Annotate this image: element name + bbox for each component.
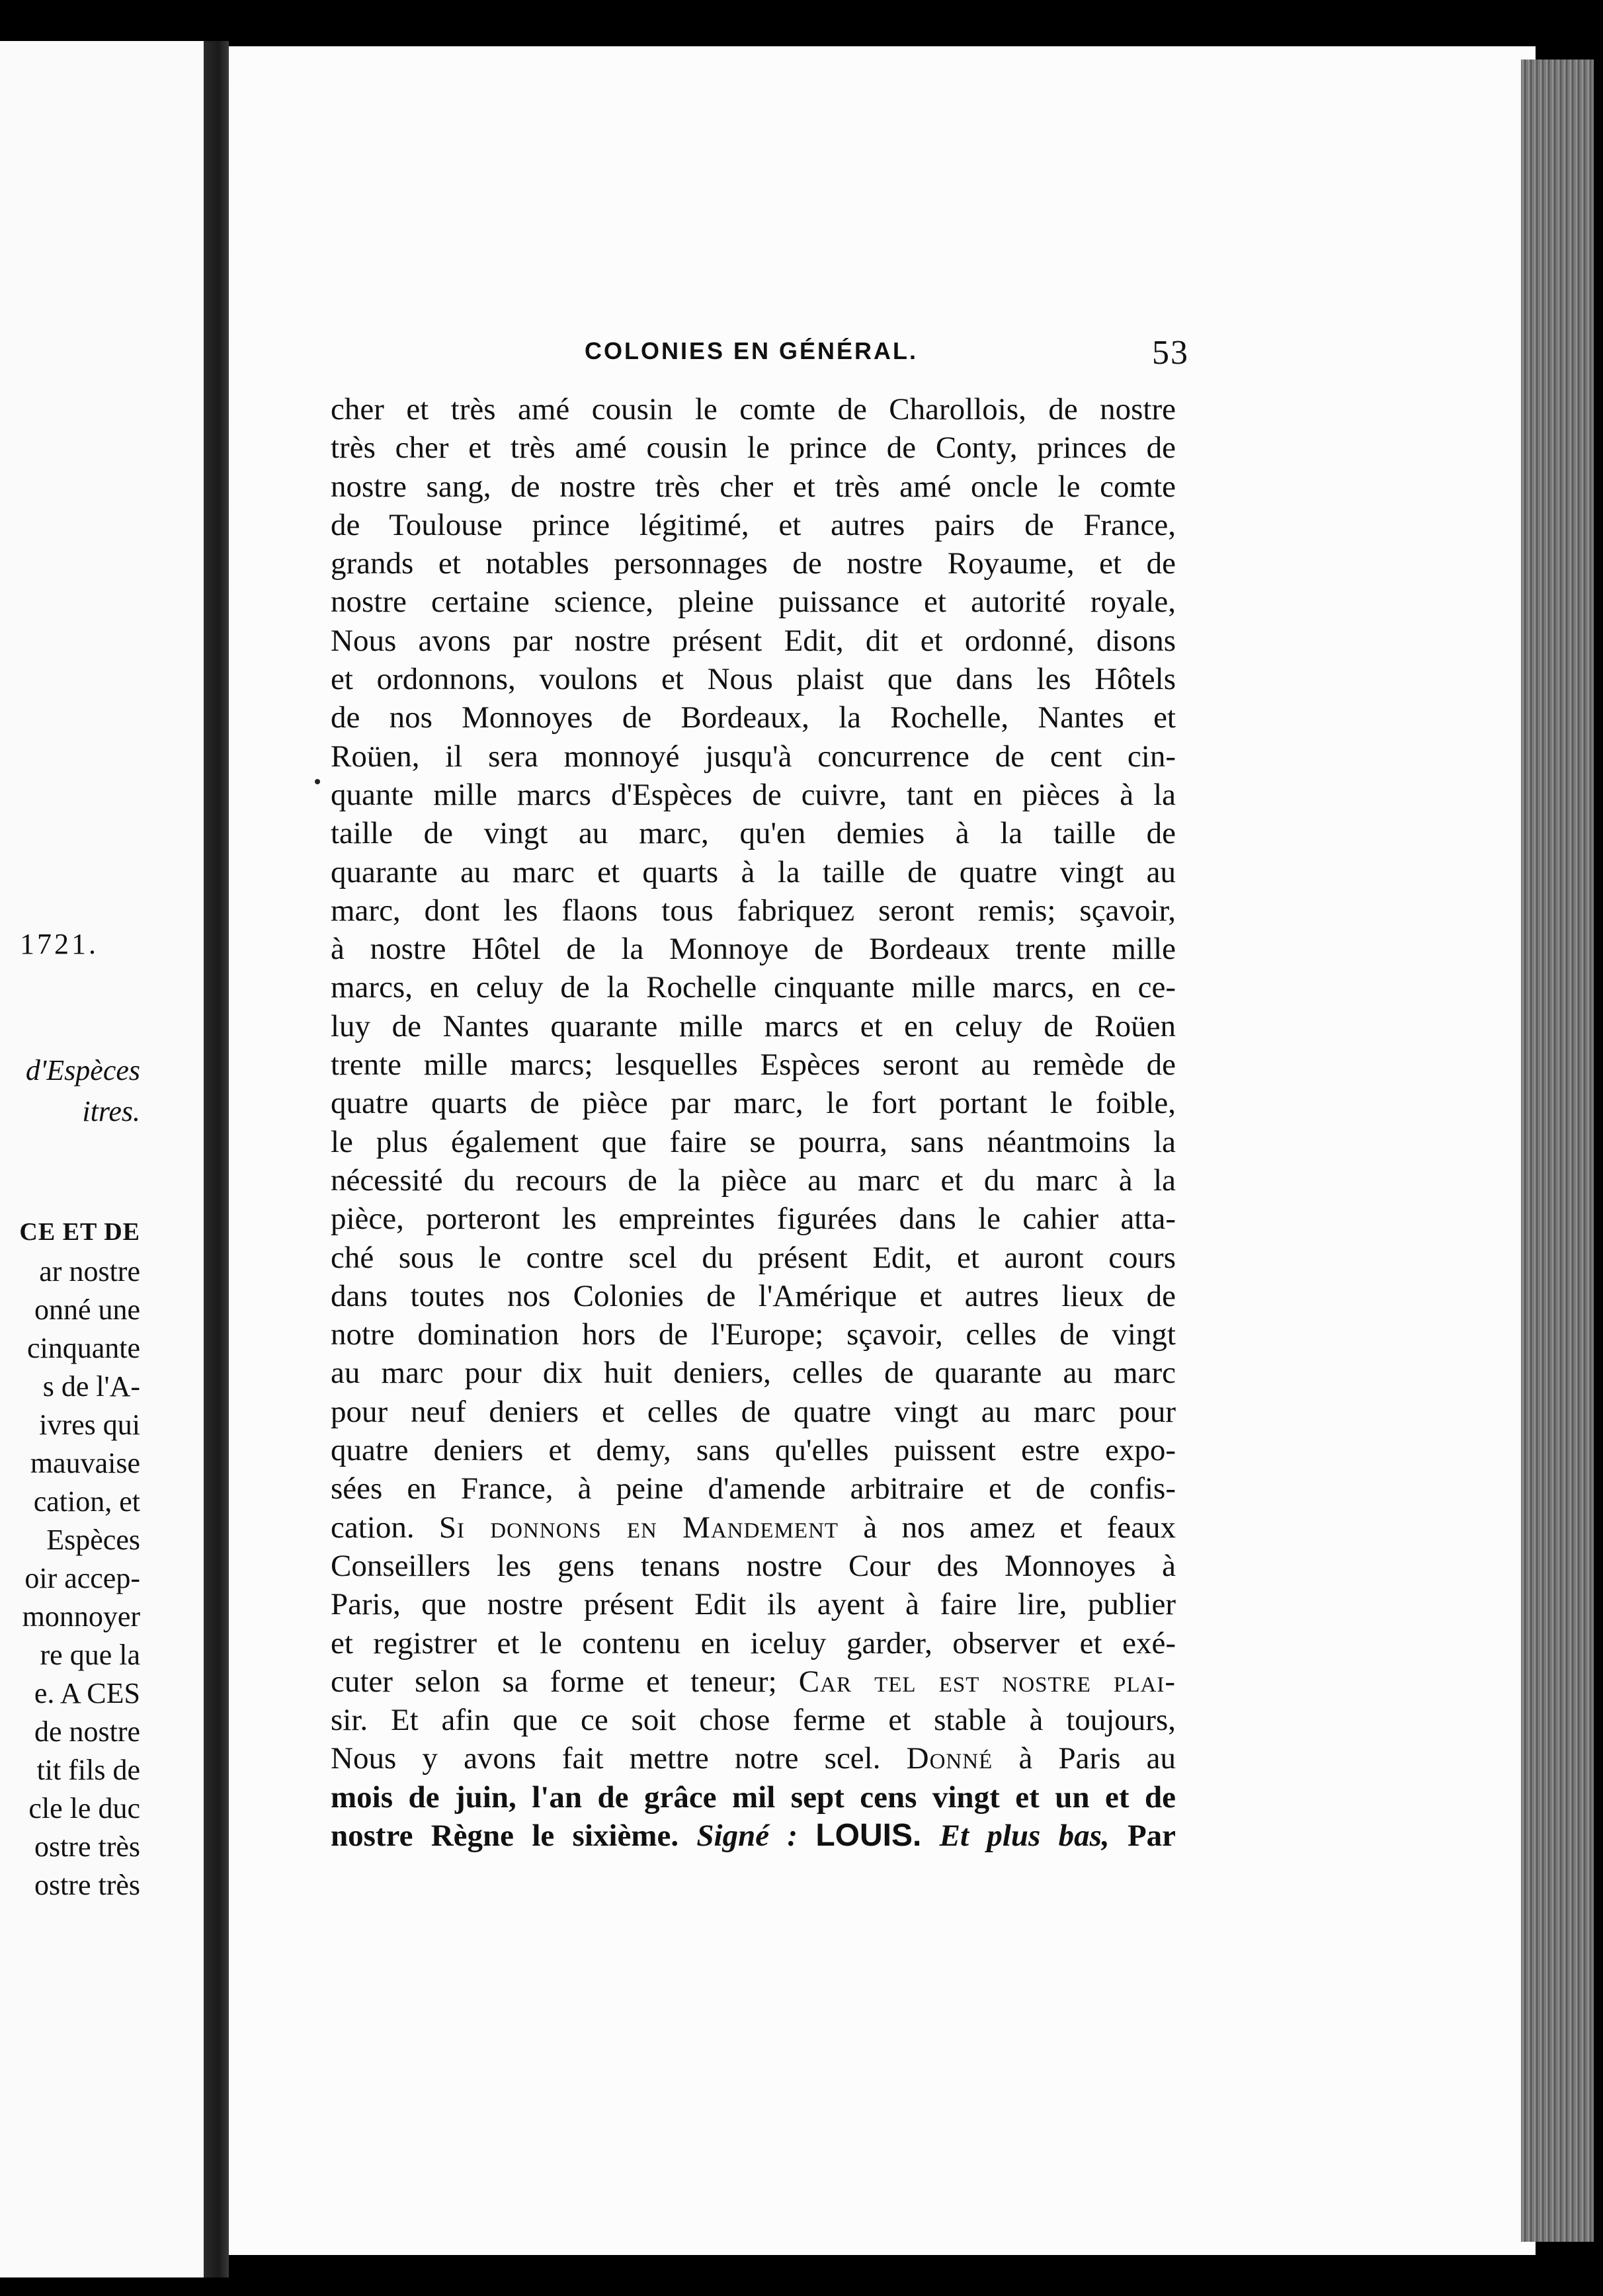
body-text-run: cuter selon sa forme et teneur;: [331, 1664, 777, 1699]
body-line: et ordonnons, voulons et Nous plaist que dans les Hôtels: [331, 662, 1176, 697]
left-page-year: 1721.: [20, 928, 99, 960]
left-text-line: ostre très: [34, 1869, 140, 1901]
signature-name: LOUIS.: [815, 1817, 922, 1853]
body-line: nostre sang, de nostre très cher et très amé oncle le comte: [331, 469, 1176, 504]
body-line: nostre certaine science, pleine puissance et autorité royale,: [331, 585, 1176, 620]
body-line: ché sous le contre scel du présent Edit, et auront cours: [331, 1240, 1176, 1275]
page-edge-stack: [1521, 60, 1594, 2242]
body-line: cher et très amé cousin le comte de Charollois, de nostre: [331, 392, 1176, 427]
body-line: marcs, en celuy de la Rochelle cinquante mille marcs, en ce-: [331, 970, 1176, 1005]
body-line: de nos Monnoyes de Bordeaux, la Rochelle, Nantes et: [331, 700, 1176, 735]
body-line: sir. Et afin que ce soit chose ferme et stable à toujours,: [331, 1703, 1176, 1738]
body-line: pièce, porteront les empreintes figurées dans le cahier atta-: [331, 1202, 1176, 1237]
body-line: nécessité du recours de la pièce au marc et du marc à la: [331, 1163, 1176, 1198]
body-text: [331, 390, 1176, 1855]
left-text-line: ostre très: [34, 1830, 140, 1863]
body-line: sées en France, à peine d'amende arbitraire et de confis-: [331, 1471, 1176, 1506]
left-text-line: monnoyer: [22, 1600, 140, 1633]
body-line: taille de vingt au marc, qu'en demies à la taille de: [331, 816, 1176, 851]
body-line: notre domination hors de l'Europe; sçavoir, celles de vingt: [331, 1317, 1176, 1352]
body-line: au marc pour dix huit deniers, celles de quarante au marc: [331, 1356, 1176, 1391]
left-italic-line: d'Espèces: [25, 1054, 140, 1086]
book-gutter: [204, 41, 229, 2277]
body-line: quatre deniers et demy, sans qu'elles puissent estre expo-: [331, 1433, 1176, 1468]
small-caps-phrase: Donné: [906, 1741, 993, 1776]
body-line: trente mille marcs; lesquelles Espèces seront au remède de: [331, 1047, 1176, 1083]
body-text-run: nostre Règne le sixième.: [331, 1818, 679, 1853]
page-number: 53: [1152, 334, 1189, 372]
body-text-run: cation.: [331, 1510, 415, 1545]
body-line: Paris, que nostre présent Edit ils ayent à faire lire, publier: [331, 1587, 1176, 1622]
body-text-run: à Paris au: [1018, 1741, 1176, 1776]
stray-ink-mark: [315, 779, 320, 784]
body-line: dans toutes nos Colonies de l'Amérique et autres lieux de: [331, 1278, 1176, 1313]
running-head: [331, 276, 1521, 372]
body-line: luy de Nantes quarante mille marcs et en celuy de Roüen: [331, 1008, 1176, 1044]
left-text-line: Espèces: [46, 1524, 140, 1556]
small-caps-phrase: Si donnons en Mandement: [438, 1510, 839, 1545]
left-text-line: ivres qui: [39, 1409, 140, 1441]
body-text-run: Nous y avons fait mettre notre scel.: [331, 1741, 881, 1776]
left-text-line: s de l'A-: [42, 1370, 140, 1403]
left-italic-line: itres.: [82, 1095, 140, 1128]
left-text-line: CE ET DE: [19, 1218, 140, 1246]
left-text-line: tit fils de: [36, 1754, 140, 1786]
body-line: Conseillers les gens tenans nostre Cour des Monnoyes à: [331, 1548, 1176, 1583]
plus-bas-label: Et plus bas,: [939, 1818, 1110, 1853]
body-line: grands et notables personnages de nostre Royaume, et de: [331, 546, 1176, 581]
left-text-line: ar nostre: [39, 1255, 140, 1288]
small-caps-phrase: Car tel est nostre plai-: [798, 1664, 1176, 1699]
body-line-signature: [331, 1817, 1176, 1855]
running-head-title: COLONIES EN GÉNÉRAL.: [585, 337, 919, 364]
body-line-donne: [331, 1739, 1176, 1778]
body-line: Roüen, il sera monnoyé jusqu'à concurrence de cent cin-: [331, 739, 1176, 774]
body-line: et registrer et le contenu en iceluy garder, observer et exé-: [331, 1625, 1176, 1660]
left-text-line: mauvaise: [30, 1447, 140, 1479]
left-text-line: re que la: [40, 1639, 140, 1671]
left-text-line: onné une: [34, 1293, 140, 1326]
body-line: de Toulouse prince légitimé, et autres pairs de France,: [331, 507, 1176, 542]
body-line: très cher et très amé cousin le prince de Conty, princes de: [331, 430, 1176, 466]
body-line: pour neuf deniers et celles de quatre vingt au marc pour: [331, 1394, 1176, 1429]
body-line: quatre quarts de pièce par marc, le fort portant le foible,: [331, 1086, 1176, 1121]
left-text-line: cle le duc: [28, 1792, 140, 1824]
body-line-mandement: [331, 1508, 1176, 1547]
body-text-run: à nos amez et feaux: [863, 1510, 1176, 1545]
body-line: quarante au marc et quarts à la taille de quatre vingt au: [331, 854, 1176, 889]
left-text-line: de nostre: [34, 1715, 140, 1748]
left-page-fragment: [0, 41, 204, 2277]
body-line: à nostre Hôtel de la Monnoye de Bordeaux trente mille: [331, 932, 1176, 967]
left-text-line: e. A CES: [34, 1677, 140, 1709]
body-line: quante mille marcs d'Espèces de cuivre, tant en pièces à la: [331, 777, 1176, 812]
body-line: mois de juin, l'an de grâce mil sept cens vingt et un et de: [331, 1780, 1176, 1815]
body-line: le plus également que faire se pourra, sans néantmoins la: [331, 1124, 1176, 1159]
body-line: marc, dont les flaons tous fabriquez seront remis; sçavoir,: [331, 893, 1176, 928]
left-text-line: oir accep-: [24, 1562, 140, 1594]
body-line: Nous avons par nostre présent Edit, dit et ordonné, disons: [331, 623, 1176, 658]
left-text-line: cation, et: [33, 1485, 140, 1518]
signe-label: Signé :: [696, 1818, 798, 1853]
body-line-car-tel: [331, 1662, 1176, 1701]
left-text-line: cinquante: [26, 1332, 140, 1364]
body-text-run: Par: [1127, 1818, 1176, 1853]
